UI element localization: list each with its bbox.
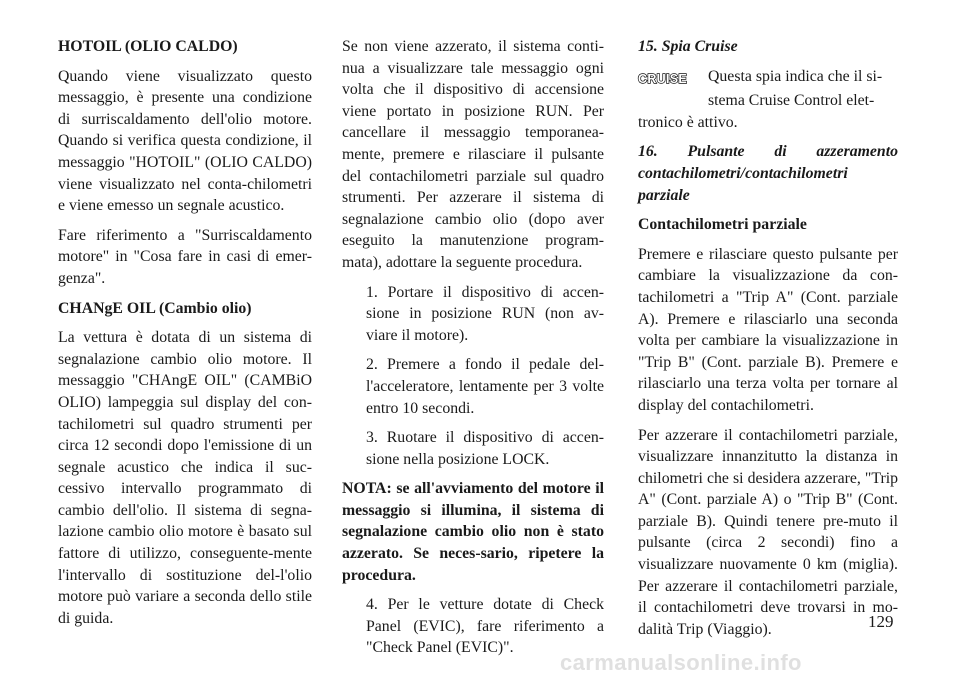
reset-button-heading: 16. Pulsante di azzeramento contachilometri/contachilometri parziale bbox=[638, 143, 898, 204]
hotoil-paragraph: Quando viene visualizzato questo messaggio, è presente una condizione di surriscaldamento dell'olio motore. Quando si verifica questa condizione, il messaggio "HOTOIL" (OLIO CALDO) viene visualizzato nel conta-chilometri e viene emesso un segnale acustico. bbox=[58, 67, 312, 215]
change-oil-paragraph: La vettura è dotata di un sistema di segnalazione cambio olio motore. Il messaggio "CHAngE OIL" (CAMBiO OLIO) lampeggia sul display del con-tachilometri sul quadro strumenti per circa 12 secondi dopo l'emissione di un segnale acustico che indica il suc-cessivo intervallo programmato di cambio dell'olio. Il sistema di segna-lazione cambio olio motore è basato sul fattore di utilizzo, conseguente-mente l'intervallo di sostituzione del-l'olio motore può variare a seconda dello stile di guida. bbox=[58, 329, 312, 627]
step-2: 2. Premere a fondo il pedale del-l'acceleratore, lentamente per 3 volte entro 10 secondi. bbox=[366, 356, 604, 417]
cruise-line-1: Questa spia indica che il si- bbox=[708, 67, 883, 85]
column-right bbox=[638, 36, 898, 648]
step-1: 1. Portare il dispositivo di accen-sione in posizione RUN (non av-viare il motore). bbox=[366, 283, 604, 344]
cruise-line-2: stema Cruise Control elet- bbox=[708, 92, 875, 110]
nota-paragraph: NOTA: se all'avviamento del motore il messaggio si illumina, il sistema di segnalazione cambio olio non è stato azzerato. Se neces-sario, ripetere la procedura. bbox=[342, 480, 604, 584]
page-number: 129 bbox=[868, 612, 894, 631]
reset-paragraph: Se non viene azzerato, il sistema conti-nua a visualizzare tale messaggio ogni volta che il dispositivo di accensione viene portato in posizione RUN. Per cancellare il messaggio temporanea-mente, premere e rilasciare il pulsante del contachilometri parziale sul quadro strumenti. Per azzerare il sistema di segnalazione cambio olio (dopo aver eseguito la manutenzione program-mata), adottare la seguente procedura. bbox=[342, 38, 604, 271]
column-left bbox=[58, 36, 312, 637]
cruise-heading: 15. Spia Cruise bbox=[638, 38, 738, 55]
watermark-text: carmanualsonline.info bbox=[560, 650, 802, 675]
trip-paragraph-2: Per azzerare il contachilometri parziale, visualizzare innanzitutto la distanza in chilometri che si desidera azzerare, "Trip A" (Cont. parziale A) o "Trip B" (Cont. parziale B). Quindi tenere pre-muto il pulsante (circa 2 secondi) fino a visualizzare nuovamente 0 km (miglia). Per azzerare il contachilometri parziale, il contachilometri deve trovarsi in mo-dalità Trip (Viaggio). bbox=[638, 426, 898, 638]
trip-heading: Contachilometri parziale bbox=[638, 216, 807, 234]
step-4: 4. Per le vetture dotate di Check Panel (EVIC), fare riferimento a "Check Panel (EVIC)". bbox=[366, 596, 604, 657]
step-3: 3. Ruotare il dispositivo di accen-sione nella posizione LOCK. bbox=[366, 429, 604, 468]
hotoil-heading: HOTOIL (OLIO CALDO) bbox=[58, 38, 238, 55]
cruise-line-3: tronico è attivo. bbox=[638, 113, 738, 131]
trip-paragraph-1: Premere e rilasciare questo pulsante per cambiare la visualizzazione da con-tachilometri a "Trip A" (Cont. parziale A). Premere e rilasciarlo una seconda volta per cambiare la visualizzazione in "Trip B" (Cont. parziale B). Premere e rilasciarlo una terza volta per tornare al display del contachilometri. bbox=[638, 245, 898, 414]
change-oil-heading: CHANgE OIL (Cambio olio) bbox=[58, 299, 252, 317]
hotoil-reference: Fare riferimento a "Surriscaldamento motore" in "Cosa fare in casi di emer-genza". bbox=[58, 226, 312, 287]
column-middle bbox=[342, 36, 604, 667]
cruise-block bbox=[638, 66, 898, 134]
cruise-indicator-icon: CRUISE bbox=[638, 71, 688, 86]
